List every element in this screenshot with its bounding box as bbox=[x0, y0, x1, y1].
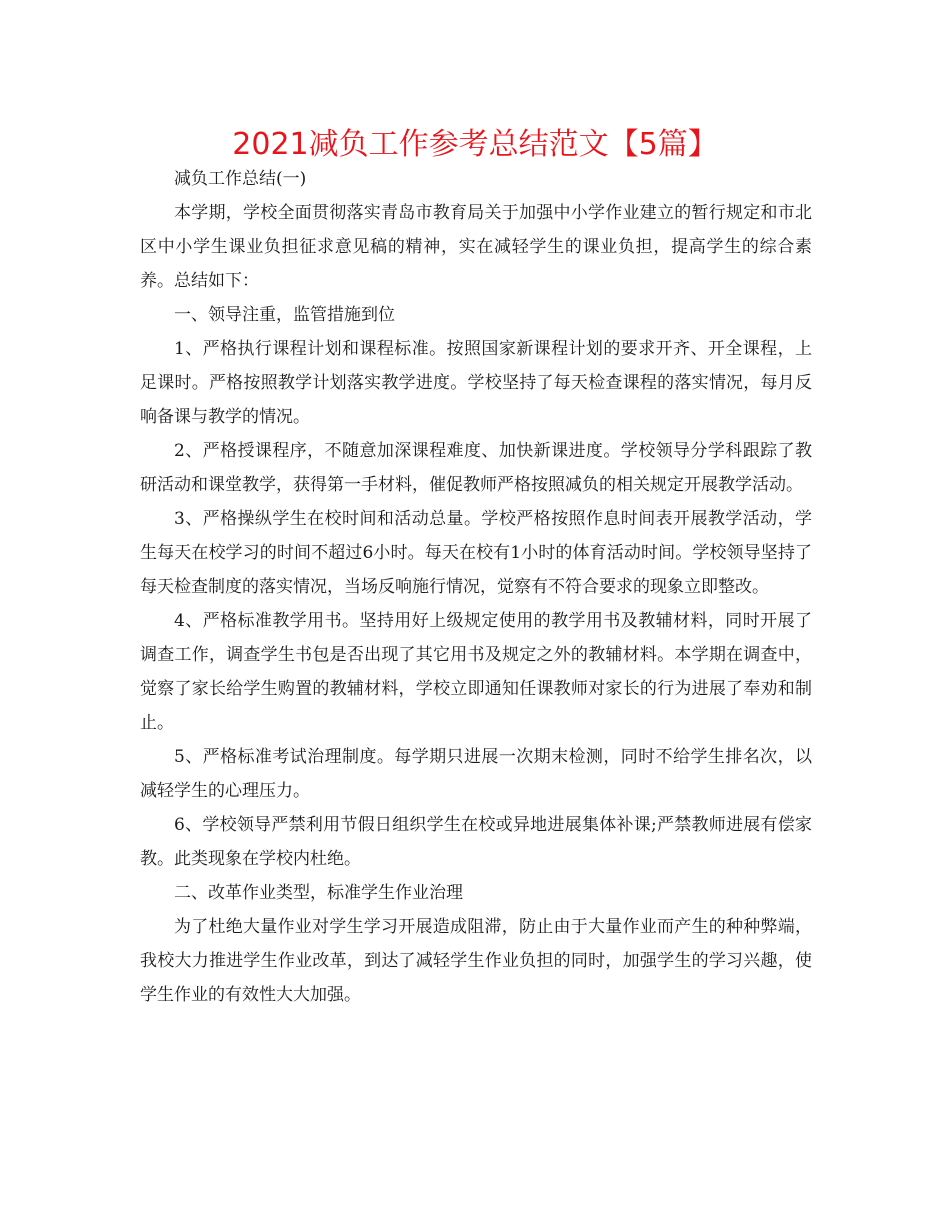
paragraph: 1、严格执行课程计划和课程标准。按照国家新课程计划的要求开齐、开全课程，上足课时。严格按照教学计划落实教学进度。学校坚持了每天检查课程的落实情况，每月反响备课与教学的情况。 bbox=[140, 339, 812, 427]
section-heading: 二、改革作业类型，标准学生作业治理 bbox=[174, 883, 463, 903]
paragraph: 本学期，学校全面贯彻落实青岛市教育局关于加强中小学作业建立的暂行规定和市北区中小学生课业负担征求意见稿的精神，实在减轻学生的课业负担，提高学生的综合素养。总结如下： bbox=[140, 203, 812, 291]
document-body bbox=[140, 162, 812, 1012]
paragraph: 5、严格标准考试治理制度。每学期只进展一次期末检测，同时不给学生排名次，以减轻学生的心理压力。 bbox=[140, 747, 812, 801]
paragraph: 6、学校领导严禁利用节假日组织学生在校或异地进展集体补课;严禁教师进展有偿家教。此类现象在学校内杜绝。 bbox=[140, 815, 812, 869]
section-heading: 一、领导注重，监管措施到位 bbox=[174, 305, 395, 325]
paragraph: 2、严格授课程序，不随意加深课程难度、加快新课进度。学校领导分学科跟踪了教研活动和课堂教学，获得第一手材料，催促教师严格按照减负的相关规定开展教学活动。 bbox=[140, 441, 812, 495]
document-title: 2021减负工作参考总结范文【5篇】 bbox=[232, 127, 718, 162]
paragraph: 4、严格标准教学用书。坚持用好上级规定使用的教学用书及教辅材料，同时开展了调查工作，调查学生书包是否出现了其它用书及规定之外的教辅材料。本学期在调查中，觉察了家长给学生购置的教辅材料，学校立即通知任课教师对家长的行为进展了奉劝和制止。 bbox=[140, 611, 812, 733]
paragraph: 3、严格操纵学生在校时间和活动总量。学校严格按照作息时间表开展教学活动，学生每天在校学习的时间不超过6小时。每天在校有1小时的体育活动时间。学校领导坚持了每天检查制度的落实情况，当场反响施行情况，觉察有不符合要求的现象立即整改。 bbox=[140, 509, 812, 597]
section-heading: 减负工作总结(一) bbox=[174, 169, 307, 189]
paragraph: 为了杜绝大量作业对学生学习开展造成阻滞，防止由于大量作业而产生的种种弊端，我校大力推进学生作业改革，到达了减轻学生作业负担的同时，加强学生的学习兴趣，使学生作业的有效性大大加强。 bbox=[140, 917, 812, 1005]
